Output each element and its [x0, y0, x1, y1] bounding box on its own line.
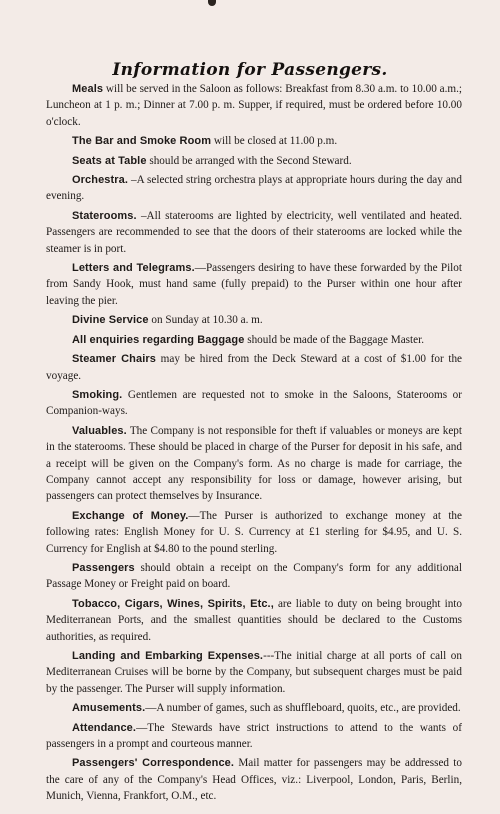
entry-amusements: [46, 700, 462, 716]
entry-heading: Exchange of Money.: [72, 509, 189, 522]
entry-attendance: [46, 720, 462, 753]
entry-text: will be closed at 11.00 p.m.: [211, 135, 338, 148]
entry-heading: Attendance.: [72, 721, 137, 734]
entry-letters-telegrams: [46, 260, 462, 309]
entry-divine-service: [46, 312, 462, 328]
entry-seats-at-table: [46, 153, 462, 169]
entry-text: —A number of games, such as shuffleboard, quoits, etc., are provided.: [145, 702, 461, 715]
entry-heading: Steamer Chairs: [72, 353, 156, 366]
entry-text: Gentlemen are requested not to smoke in the Saloons, Staterooms or Companion-ways.: [46, 388, 462, 418]
entry-heading: Seats at Table: [72, 154, 147, 167]
entry-text: —Passengers desiring to have these forwarded by the Pilot from Sandy Hook, must hand same (fully prepaid) to the Purser within one hour after leaving the pier.: [46, 262, 462, 307]
entry-meals: [46, 81, 462, 130]
entry-tobacco-duty: [46, 596, 462, 645]
entry-exchange-of-money: [46, 508, 462, 557]
passenger-information-list: [46, 81, 462, 808]
entry-text: should be made of the Baggage Master.: [244, 333, 424, 346]
entry-passengers-receipt: [46, 560, 462, 593]
entry-text: The Company is not responsible for theft if valuables or moneys are kept in the staterooms. These should be placed in charge of the Purser for deposit in his safe, and a receipt will be given on the Company's form. As no charge is made for carriage, the Company cannot accept any responsibility for loss or damage, however arising, but passengers can protect themselves by Insurance.: [46, 424, 462, 503]
entry-heading: Landing and Embarking Expenses.: [72, 650, 264, 662]
page-title: Information for Passengers.: [112, 60, 388, 80]
entry-text: —The Purser is authorized to exchange money at the following rates: English Money for U. S. Currency at £1 sterling for $4.95, and U. S. Currency for English at $4.80 to the pound sterling.: [46, 509, 462, 555]
entry-text: should obtain a receipt on the Company's form for any additional Passage Money or Freight paid on board.: [46, 561, 462, 591]
entry-heading: Staterooms.: [72, 209, 137, 222]
page-edge-mark: [208, 0, 216, 6]
entry-correspondence: [46, 755, 462, 804]
entry-text: will be served in the Saloon as follows: Breakfast from 8.30 a.m. to 10.00 a.m.; Luncheon at 1 p. m.; Dinner at 7.00 p. m. Supper, if required, must be ordered before 10.00 o'clock.: [46, 83, 462, 128]
entry-text: Mail matter for passengers may be addressed to the care of any of the Company's Head Offices, viz.: Liverpool, London, Paris, Berlin, Munich, Vienna, Frankfort, O.M., etc.: [46, 757, 462, 803]
entry-bar-smoke-room: [46, 133, 462, 149]
entry-heading: Divine Service: [72, 314, 149, 327]
entry-text: are liable to duty on being brought into Mediterranean Ports, and the smallest quantities should be declared to the Customs authorities, as required.: [46, 597, 462, 643]
entry-heading: Passengers: [72, 561, 135, 574]
entry-text: on Sunday at 10.30 a. m.: [148, 314, 263, 327]
entry-steamer-chairs: [46, 351, 462, 384]
entry-heading: Smoking.: [72, 388, 123, 401]
entry-heading: Valuables.: [72, 424, 127, 437]
entry-heading: Letters and Telegrams.: [72, 262, 195, 275]
entry-heading: Orchestra.: [72, 174, 129, 187]
entry-text: —The Stewards have strict instructions to attend to the wants of passengers in a prompt and courteous manner.: [46, 721, 462, 751]
entry-heading: Amusements.: [72, 702, 146, 715]
entry-heading: Passengers' Correspondence.: [72, 757, 235, 770]
entry-landing-embarking: [46, 648, 462, 697]
entry-text: may be hired from the Deck Steward at a cost of $1.00 for the voyage.: [46, 353, 463, 382]
entry-heading: The Bar and Smoke Room: [72, 135, 212, 148]
entry-text: –A selected string orchestra plays at appropriate hours during the day and evening.: [46, 174, 462, 203]
entry-smoking: [46, 387, 462, 420]
entry-valuables: [46, 423, 462, 505]
entry-text: ---The initial charge at all ports of call on Mediterranean Cruises will be borne by the Company, but subsequent charges must be paid by the passenger. The Purser will supply information.: [46, 650, 462, 695]
entry-text: –All staterooms are lighted by electricity, well ventilated and heated. Passengers are recommended to see that the doors of their staterooms are locked while the steamer is in port.: [46, 209, 462, 255]
entry-heading: Tobacco, Cigars, Wines, Spirits, Etc.,: [72, 597, 274, 610]
entry-text: should be arranged with the Second Steward.: [146, 154, 352, 167]
entry-heading: All enquiries regarding Baggage: [72, 333, 245, 346]
entry-heading: Meals: [72, 83, 104, 95]
entry-staterooms: [46, 208, 462, 257]
entry-orchestra: [46, 172, 462, 205]
entry-baggage: [46, 332, 462, 348]
